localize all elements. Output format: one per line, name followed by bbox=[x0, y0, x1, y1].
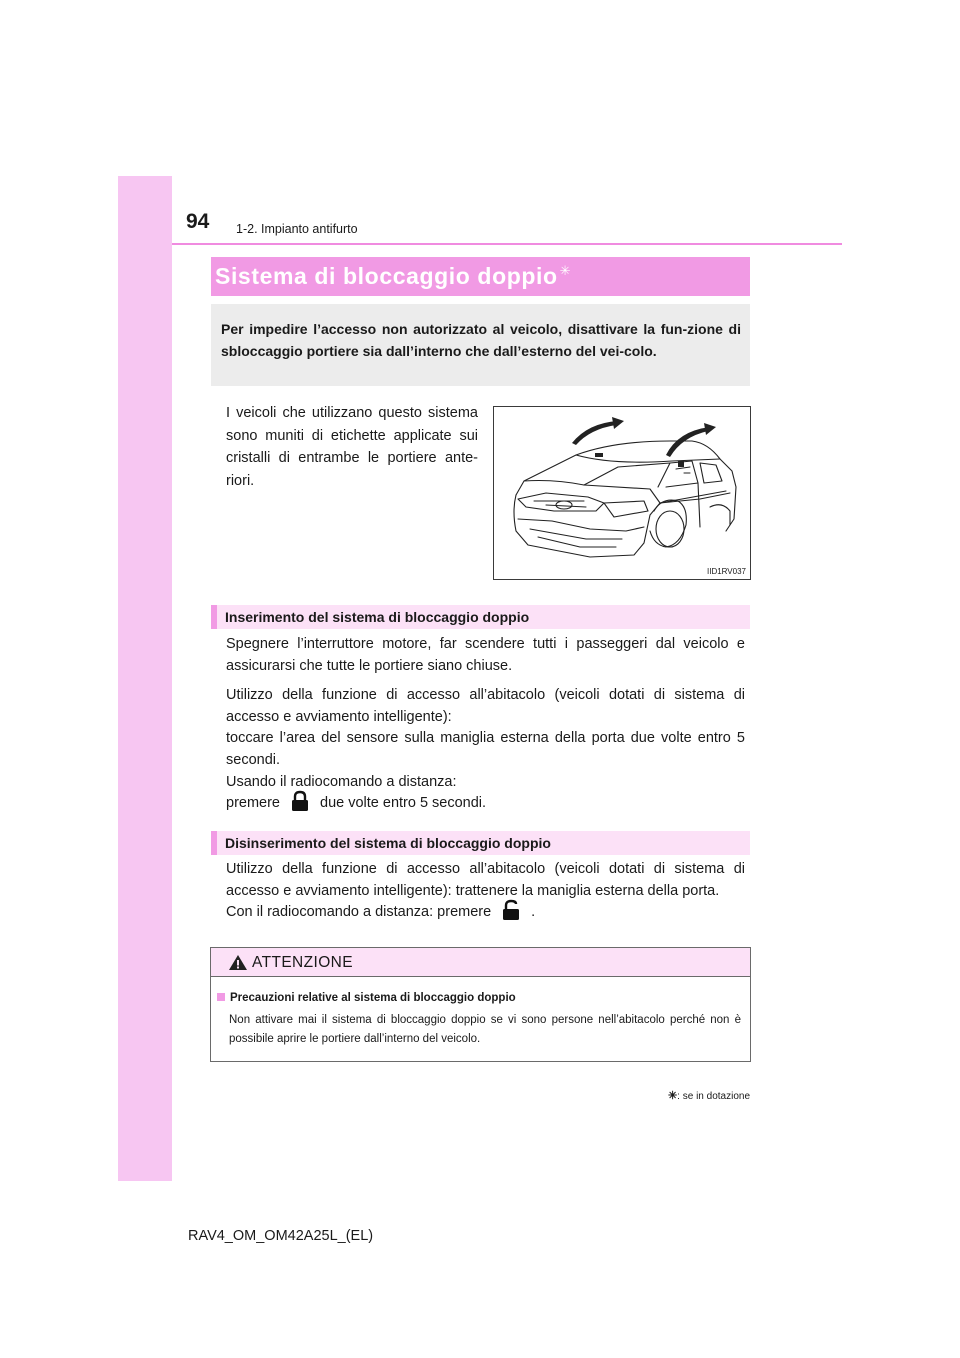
figure-code: IID1RV037 bbox=[707, 567, 746, 576]
page-title-text: Sistema di bloccaggio doppio bbox=[215, 263, 558, 289]
intro-box bbox=[211, 304, 750, 386]
release-press-post: . bbox=[531, 904, 536, 921]
setting-body bbox=[226, 634, 745, 815]
caution-title: ATTENZIONE bbox=[252, 954, 354, 971]
lock-icon bbox=[286, 790, 314, 812]
footnote-text: : se in dotazione bbox=[677, 1091, 750, 1102]
intro-text: Per impedire l’accesso non autorizzato al veicolo, disattivare la fun-zione di sbloccaggio portiere sia dall’interno che dall’esterno del vei-colo. bbox=[221, 321, 741, 359]
setting-press-pre: premere bbox=[226, 795, 280, 812]
title-banner bbox=[211, 257, 750, 296]
caution-item-text: Non attivare mai il sistema di bloccaggio doppio se vi sono persone nell’abitacolo perché non è possibile aprire le portiere dall’interno del veicolo. bbox=[229, 1014, 741, 1045]
release-para-2 bbox=[226, 902, 745, 924]
setting-para-2-line-2: toccare l’area del sensore sulla maniglia esterna della porta due volte entro 5 secondi. bbox=[226, 730, 745, 768]
release-press-pre: Con il radiocomando a distanza: premere bbox=[226, 904, 492, 921]
side-tab-bar bbox=[118, 176, 172, 1181]
caution-header bbox=[211, 948, 750, 977]
setting-para-1: Spegnere l’interruttore motore, far scendere tutti i passeggeri dal veicolo e assicurarsi che tutte le portiere siano chiuse. bbox=[226, 636, 745, 674]
bullet-square-icon bbox=[217, 993, 225, 1001]
vehicle-illustration bbox=[493, 406, 751, 580]
setting-para-2-line-3: Usando il radiocomando a distanza: bbox=[226, 773, 457, 790]
page-number: 94 bbox=[186, 210, 210, 233]
figure-description bbox=[226, 402, 478, 492]
optional-marker: ✳ bbox=[559, 263, 572, 278]
caution-item-title-text: Precauzioni relative al sistema di bloccaggio doppio bbox=[230, 992, 516, 1004]
release-heading bbox=[211, 831, 750, 855]
caution-item-title bbox=[217, 992, 516, 1004]
car-drawing bbox=[494, 407, 750, 579]
setting-press-post: due volte entro 5 secondi. bbox=[320, 795, 487, 812]
header-rule bbox=[172, 243, 842, 245]
figure-description-text: I veicoli che utilizzano questo sistema sono muniti di etichette applicate sui cristalli di entrambe le portiere ante-riori. bbox=[226, 405, 478, 489]
section-title: 1-2. Impianto antifurto bbox=[236, 222, 358, 236]
footnote bbox=[650, 1089, 750, 1102]
setting-para-2-line-1: Utilizzo della funzione di accesso all’abitacolo (veicoli dotati di sistema di accesso e avviamento intelligente): bbox=[226, 687, 745, 725]
release-body bbox=[226, 859, 745, 924]
document-code: RAV4_OM_OM42A25L_(EL) bbox=[188, 1228, 374, 1244]
setting-para-2-line-4 bbox=[226, 793, 745, 815]
setting-heading-text: Inserimento del sistema di bloccaggio doppio bbox=[225, 609, 530, 625]
footnote-marker: ✳ bbox=[667, 1090, 678, 1102]
warning-triangle-icon bbox=[228, 954, 248, 971]
unlock-icon bbox=[497, 899, 525, 921]
caution-box bbox=[210, 947, 751, 1062]
release-heading-text: Disinserimento del sistema di bloccaggio doppio bbox=[225, 835, 551, 851]
release-para-1: Utilizzo della funzione di accesso all’abitacolo (veicoli dotati di sistema di accesso e avviamento intelligente): trattenere la maniglia esterna della porta. bbox=[226, 861, 745, 899]
setting-heading bbox=[211, 605, 750, 629]
page-title bbox=[215, 263, 571, 290]
